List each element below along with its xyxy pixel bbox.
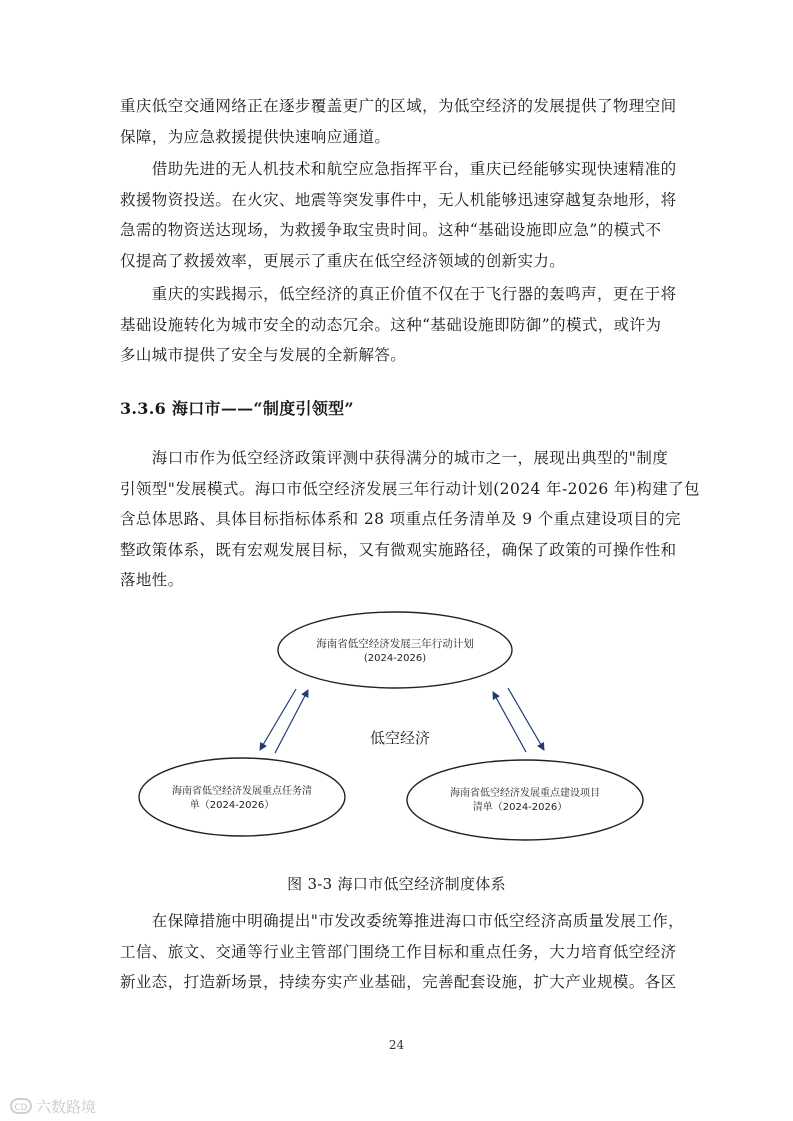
text-line: 含总体思路、具体目标指标体系和 28 项重点任务清单及 9 个重点建设项目的完 — [120, 510, 681, 528]
watermark — [10, 1094, 96, 1118]
section-title: 海口市——“制度引领型” — [171, 399, 354, 418]
watermark-logo-icon: CD — [10, 1098, 32, 1114]
text-line: 重庆的实践揭示，低空经济的真正价值不仅在于飞行器的轰鸣声，更在于将 — [120, 285, 677, 303]
text-line: 救援物资投送。在火灾、地震等突发事件中，无人机能够迅速穿越复杂地形，将 — [120, 190, 677, 209]
top-node-label-line2: (2024-2026) — [363, 653, 427, 664]
top-node-ellipse — [278, 612, 512, 688]
watermark-text: 六数路境 — [36, 1097, 97, 1116]
section-number: 3.3.6 — [120, 399, 167, 418]
arrow-top-to-left — [260, 689, 296, 750]
text-line: 工信、旅文、交通等行业主管部门围绕工作目标和重点任务，大力培育低空经济 — [120, 942, 677, 961]
arrow-top-to-right — [508, 688, 544, 750]
paragraph-4 — [120, 443, 700, 596]
text-line: 落地性。 — [120, 571, 184, 589]
text-line: 引领型"发展模式。海口市低空经济发展三年行动计划(2024 年-2026 年)构建了包 — [120, 479, 700, 498]
right-node-label-line1: 海南省低空经济发展重点建设项目 — [450, 788, 600, 799]
text-line: 新业态，打造新场景，持续夯实产业基础，完善配套设施，扩大产业规模。各区 — [120, 973, 677, 991]
top-node-label-line1: 海南省低空经济发展三年行动计划 — [316, 638, 474, 650]
arrow-left-to-top — [275, 690, 308, 753]
text-line: 整政策体系，既有宏观发展目标，又有微观实施路径，确保了政策的可操作性和 — [120, 540, 677, 559]
center-label: 低空经济 — [369, 729, 431, 747]
arrow-right-to-top — [493, 692, 526, 752]
left-node-ellipse — [139, 758, 345, 836]
text-line: 海口市作为低空经济政策评测中获得满分的城市之一，展现出典型的"制度 — [120, 449, 669, 467]
left-node-label-line1: 海南省低空经济发展重点任务清 — [172, 786, 312, 797]
figure-caption: 图 3-3 海口市低空经济制度体系 — [287, 875, 506, 893]
paragraph-5 — [120, 906, 685, 998]
text-line: 保障，为应急救援提供快速响应通道。 — [120, 127, 391, 146]
text-line: 借助先进的无人机技术和航空应急指挥平台，重庆已经能够实现快速精准的 — [120, 160, 677, 178]
policy-system-diagram — [120, 600, 680, 850]
paragraph-2 — [120, 154, 676, 276]
text-line: 多山城市提供了安全与发展的全新解答。 — [120, 346, 407, 364]
paragraph-1 — [120, 91, 676, 152]
text-line: 急需的物资送达现场，为救援争取宝贵时间。这种“基础设施即应急”的模式不 — [120, 221, 662, 239]
page-number: 24 — [388, 1038, 405, 1052]
right-node-ellipse — [407, 760, 643, 840]
text-line: 重庆低空交通网络正在逐步覆盖更广的区域，为低空经济的发展提供了物理空间 — [120, 97, 677, 115]
text-line: 在保障措施中明确提出"市发改委统筹推进海口市低空经济高质量发展工作， — [120, 912, 685, 930]
text-line: 基础设施转化为城市安全的动态冗余。这种“基础设施即防御”的模式，或许为 — [120, 315, 662, 334]
right-node-label-line2: 清单（2024-2026） — [472, 802, 568, 813]
paragraph-3 — [120, 279, 676, 371]
text-line: 仅提高了救援效率，更展示了重庆在低空经济领域的创新实力。 — [120, 251, 566, 270]
section-heading — [120, 395, 354, 423]
left-node-label-line2: 单（2024-2026） — [189, 800, 275, 811]
